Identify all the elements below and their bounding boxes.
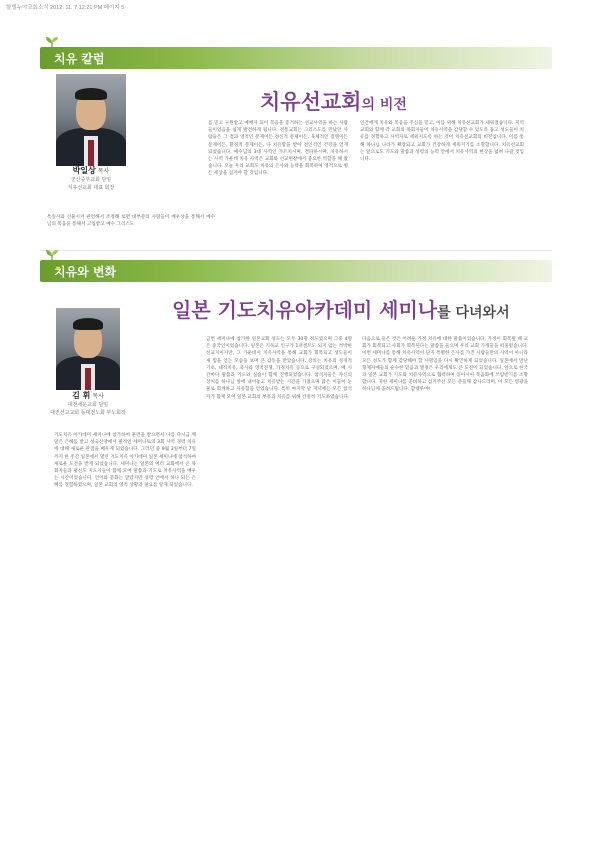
article-column-2: 인간에게 치유와 복음을 주심을 믿고, 이를 위해 치유선교회가 세워졌습니다. 지역교회와 함께 각 교회의 목회자들이 치유사역을 감당할 수 있도록 돕고 성도들이 치유를 경험하고 사역자로 세워지도록 하는 것이 치유선교회의 비전입니다. 이를 통해 하나님 나라가 확장되고 교회가 건강하게 세워지기를 소망합니다. 치유선교회는 앞으로도 기도와 말씀과 성령의 능력 안에서 치유사역의 현장을 넓혀 나갈 것입니다. (360, 121, 524, 163)
author-photo (56, 74, 126, 166)
section-bar-healing-column (40, 47, 552, 69)
section-title: 치유와 변화 (54, 265, 117, 279)
headline-prefix: 일본 (172, 298, 218, 322)
article-headline (260, 86, 407, 116)
section-title: 치유 칼럼 (54, 52, 105, 66)
author-title-line2: 대전선교교회 동대전노회 부노회장 (50, 410, 126, 416)
article-intro: 기도치유 아카데미 세미나에 참가하여 훈련을 받으면서 나를 다시금 깨달은 은혜를 받고 성숙신앙에서 필적인 세미나로의 3회 사역 경력 치유에 대해 새로운 관점을 배우게 되었습니다. 그러던 중 9월 3일부터 7일까지 한 주간 일본에서 열린 기도치유 아카데미 일본 세미나에 참석하여 새로운 도전을 받게 되었습니다. 세미나는 일본의 여러 교회에서 온 목회자들과 평신도 지도자들이 함께 모여 말씀과 기도로 치유사역을 배우는 시간이었습니다. 언어와 문화는 달랐지만 성령 안에서 하나 되는 은혜를 경험하였으며, 일본 교회의 영적 상황과 필요를 알게 되었습니다. (54, 433, 196, 489)
section-divider (40, 250, 552, 251)
section-bar-healing-change (40, 260, 552, 282)
author-caption (48, 392, 128, 417)
headline-main: 치유선교회 (260, 90, 362, 114)
author-caption (50, 167, 132, 192)
headline-small: 를 다녀와서 (437, 305, 510, 321)
author-name: 김 휘 (72, 391, 91, 400)
author-honorific: 목사 (92, 393, 104, 400)
article-column-1: 를 믿고 구원받고 예배자 되어 복음을 증거하는 선교사역을 하는 사람들이었음을 쉽게 발견하게 됩니다. 전통교회는 그리스도를 만났던 사람들은 그 결과 영적인 문제이든 정신적 문제이든, 육체적인 질병이든 문제이든, 환경적 문제이든, 다 치유함을 받아 전인격인 건강을 얻게 되었습니다. 예수님의 3대 사역인 가르치시며, 전파하시며, 치유하시는 사역 가운데 치유 사역은 교회와 선교현장에서 중요한 역할을 해 왔습니다. 오늘 우리 교회도 치유의 은사와 능력을 회복하여 영적으로 병든 세상을 섬겨야 할 것입니다. (208, 121, 348, 177)
author-photo (56, 308, 120, 390)
page-header-info: 할렐누야교회소식 2012. 11. 7 12:21 PM 페이지 5 (6, 5, 125, 11)
article-headline (172, 294, 510, 323)
author-title-line1: 군산중부교회 담임 (70, 177, 112, 183)
headline-main: 기도치유아카데미 세미나 (217, 298, 438, 322)
author-name: 박일상 (72, 166, 96, 175)
author-title-line2: 치유선교회 대표 회장 (67, 185, 115, 191)
article-column-1: 금번 세미나에 참가한 일본교회 성도는 모두 30명 정도였으며 그중 4명은 중국인이었습니다. 일본은 기독교 인구가 1퍼센트도 되지 않는 척박한 선교지이지만, 그 가운데서 치유사역을 통해 교회가 회복되고 성도들이 새 힘을 얻는 모습을 보며 큰 감동을 받았습니다. 강의는 치유의 성경적 기초, 내적치유, 축사와 영적전쟁, 가정치유 등으로 구성되었으며, 매 시간마다 말씀과 기도와 실습이 함께 진행되었습니다. 참석자들은 자신의 상처를 하나님 앞에 내어놓고 치유받는 시간을 가졌으며 많은 이들이 눈물로 회개하고 자유함을 얻었습니다. 특히 마지막 날 저녁에는 모든 참석자가 함께 모여 일본 교회의 부흥과 치유를 위해 간절히 기도하였습니다. (206, 337, 352, 400)
author-title-line1: 대전세운교회 담임 (67, 402, 109, 408)
article-column-2: 다음으로 들은 것은 어려운 가정 치유에 대한 말씀이었습니다. 가정이 회복될 때 교회가 회복되고 사회가 회복된다는 말씀을 들으며 우리 교회 가정들을 떠올렸습니다. 이번 세미나를 통해 치유사역이 단지 특별한 은사를 가진 사람들만의 사역이 아니라 모든 성도가 함께 감당해야 할 사명임을 다시 확인하게 되었습니다. 일본에서 만난 형제자매들의 순수한 믿음과 열정은 우리에게도 큰 도전이 되었습니다. 앞으로 한국과 일본 교회가 기도와 치유사역으로 협력하여 동아시아 복음화에 쓰임받기를 소망합니다. 귀한 세미나를 준비하고 섬겨주신 모든 분들께 감사드리며, 이 모든 영광을 하나님께 올려드립니다. 할렐루야! (362, 337, 528, 393)
author-honorific: 목사 (97, 168, 110, 175)
article-intro: 특송사와 선물시켜 관련해서 조정해 보면 대부분의 사람들이 배우상을 통해서 예수님의 복음을 통해서 고침받고 예수 그리스도 (47, 215, 215, 228)
headline-small: 의 비전 (361, 97, 407, 113)
